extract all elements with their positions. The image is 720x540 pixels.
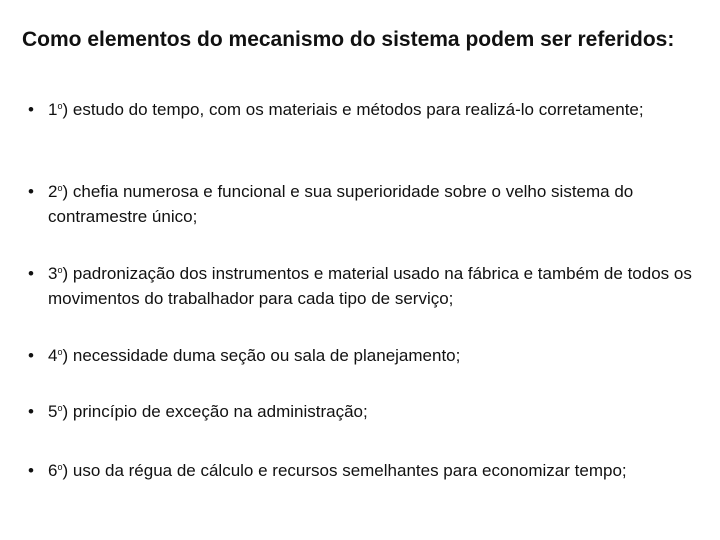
item-ordinal: o (57, 101, 63, 111)
item-ordinal: o (57, 183, 63, 193)
item-ordinal: o (57, 403, 63, 413)
item-ordinal: o (57, 347, 63, 357)
item-text: ) uso da régua de cálculo e recursos semelhantes para economizar tempo; (62, 461, 627, 480)
bullet-icon: • (28, 346, 34, 365)
bullet-icon: • (28, 264, 34, 283)
slide-title: Como elementos do mecanismo do sistema podem ser referidos: (22, 28, 675, 51)
item-number: 2 (48, 182, 58, 201)
bullet-icon: • (28, 182, 34, 201)
list-item-text (48, 458, 698, 483)
item-number: 5 (48, 402, 58, 421)
item-number: 4 (48, 346, 58, 365)
list-item-text (48, 261, 698, 311)
item-text: ) necessidade duma seção ou sala de planejamento; (62, 346, 461, 365)
bullet-icon: • (28, 402, 34, 421)
item-text: ) estudo do tempo, com os materiais e métodos para realizá-lo corretamente; (62, 100, 644, 119)
item-text: ) princípio de exceção na administração; (62, 402, 368, 421)
item-number: 6 (48, 461, 58, 480)
list-item-text (48, 179, 698, 229)
list-item-text (48, 343, 698, 368)
item-ordinal: o (57, 462, 63, 472)
bullet-icon: • (28, 461, 34, 480)
item-number: 1 (48, 100, 58, 119)
list-item-text (48, 97, 698, 122)
bullet-icon: • (28, 100, 34, 119)
item-number: 3 (48, 264, 58, 283)
list-item-text (48, 399, 698, 424)
item-text: ) padronização dos instrumentos e material usado na fábrica e também de todos os movimentos do trabalhador para cada tipo de serviço; (48, 264, 692, 308)
item-text: ) chefia numerosa e funcional e sua superioridade sobre o velho sistema do contramestre único; (48, 182, 634, 226)
item-ordinal: o (57, 265, 63, 275)
